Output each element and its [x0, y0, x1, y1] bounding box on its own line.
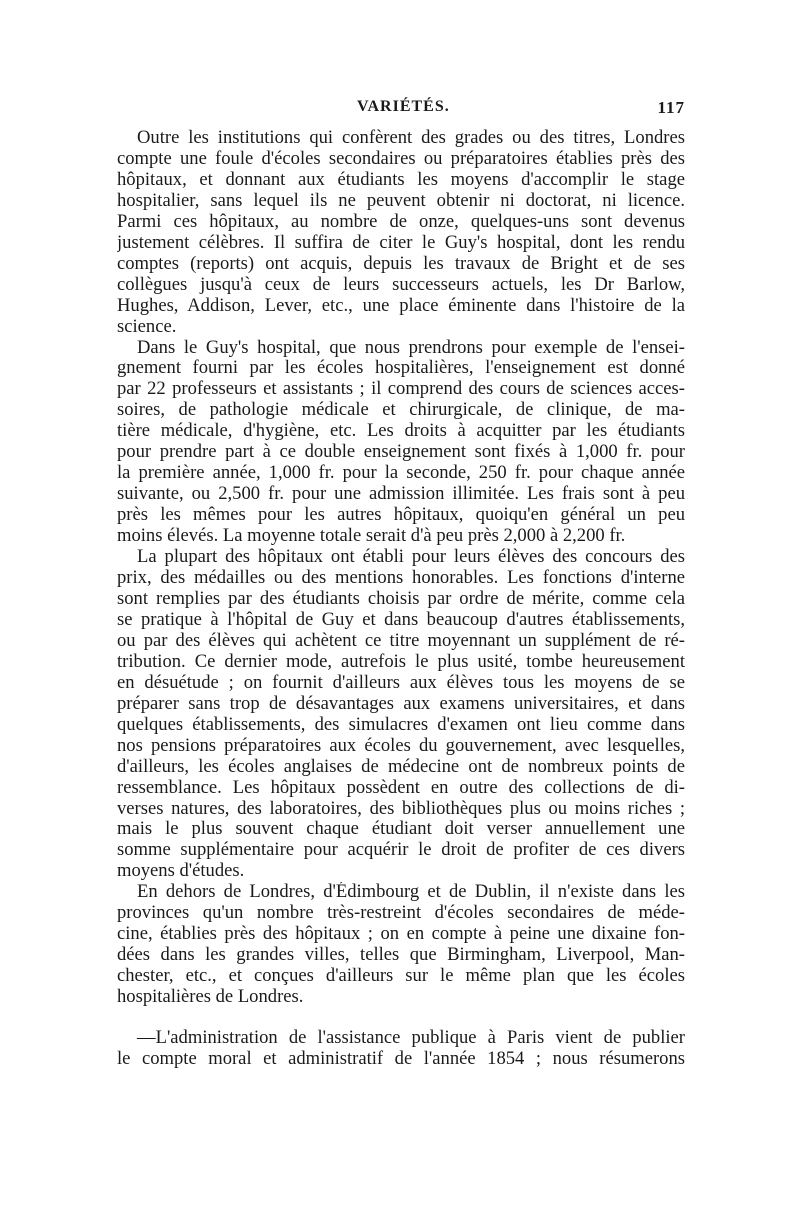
text-line: ressemblance. Les hôpitaux possèdent en outre des collections de di- — [117, 777, 685, 798]
running-header — [117, 98, 685, 122]
text-line: par 22 professeurs et assistants ; il comprend des cours de sciences acces- — [117, 379, 685, 400]
text-line: quelques établissements, des simulacres d'examen ont lieu comme dans — [117, 714, 685, 735]
text-line: justement célèbres. Il suffira de citer le Guy's hospital, dont les rendu — [117, 232, 685, 253]
text-line: pour prendre part à ce double enseignement sont fixés à 1,000 fr. pour — [117, 442, 685, 463]
text-line: soires, de pathologie médicale et chirurgicale, de clinique, de ma- — [117, 400, 685, 421]
text-line: ou par des élèves qui achètent ce titre moyennant un supplément de ré- — [117, 630, 685, 651]
text-line: chester, etc., et conçues d'ailleurs sur le même plan que les écoles — [117, 966, 685, 987]
text-line: Hughes, Addison, Lever, etc., une place éminente dans l'histoire de la — [117, 295, 685, 316]
running-title: VARIÉTÉS. — [357, 98, 450, 115]
text-line: près les mêmes pour les autres hôpitaux, quoiqu'en général un peu — [117, 505, 685, 526]
paragraph-4 — [117, 882, 685, 1008]
text-line: verses natures, des laboratoires, des bibliothèques plus ou moins riches ; — [117, 798, 685, 819]
text-line: Outre les institutions qui confèrent des grades ou des titres, Londres — [137, 128, 685, 148]
text-line: compte une foule d'écoles secondaires ou préparatoires établies près des — [117, 148, 685, 169]
text-line: nos pensions préparatoires aux écoles du gouvernement, avec lesquelles, — [117, 735, 685, 756]
paragraph-3 — [117, 547, 685, 882]
text-line: cine, établies près des hôpitaux ; on en compte à peine une dixaine fon- — [117, 924, 685, 945]
text-line: En dehors de Londres, d'Édimbourg et de Dublin, il n'existe dans les — [137, 882, 685, 903]
text-line: Parmi ces hôpitaux, au nombre de onze, quelques-uns sont devenus — [117, 211, 685, 232]
text-line: hospitalier, sans lequel ils ne peuvent obtenir ni doctorat, ni licence. — [117, 190, 685, 211]
text-line: —L'administration de l'assistance publique à Paris vient de publier — [137, 1028, 685, 1049]
text-line: la première année, 1,000 fr. pour la seconde, 250 fr. pour chaque année — [117, 463, 685, 484]
text-line: sont remplies par des étudiants choisis par ordre de mérite, comme cela — [117, 588, 685, 609]
text-line: tière médicale, d'hygiène, etc. Les droits à acquitter par les étudiants — [117, 421, 685, 442]
text-line: comptes (reports) ont acquis, depuis les travaux de Bright et de ses — [117, 253, 685, 274]
text-line: se pratique à l'hôpital de Guy et dans beaucoup d'autres établissements, — [117, 609, 685, 630]
text-line: La plupart des hôpitaux ont établi pour leurs élèves des concours des — [137, 547, 685, 568]
text-line: moins élevés. La moyenne totale serait d'à peu près 2,000 à 2,200 fr. — [117, 526, 626, 547]
text-line: tribution. Ce dernier mode, autrefois le plus usité, tombe heureusement — [117, 651, 685, 672]
text-line: moyens d'études. — [117, 861, 245, 882]
body-text — [117, 128, 685, 1070]
text-line: hospitalières de Londres. — [117, 987, 304, 1008]
text-line: Dans le Guy's hospital, que nous prendrons pour exemple de l'ensei- — [137, 337, 685, 358]
text-line: d'ailleurs, les écoles anglaises de médecine ont de nombreux points de — [117, 756, 685, 777]
text-line: préparer sans trop de désavantages aux examens universitaires, et dans — [117, 693, 685, 714]
paragraph-1 — [117, 128, 685, 338]
text-line: en désuétude ; on fournit d'ailleurs aux élèves tous les moyens de se — [117, 672, 685, 693]
text-line: provinces qu'un nombre très-restreint d'écoles secondaires de méde- — [117, 903, 685, 924]
page-number: 117 — [657, 98, 685, 117]
text-line: gnement fourni par les écoles hospitalières, l'enseignement est donné — [117, 358, 685, 379]
text-line: somme supplémentaire pour acquérir le droit de profiter de ces divers — [117, 840, 685, 861]
text-line: le compte moral et administratif de l'année 1854 ; nous résumerons — [117, 1048, 685, 1069]
text-line: hôpitaux, et donnant aux étudiants les moyens d'accomplir le stage — [117, 169, 685, 190]
text-line: prix, des médailles ou des mentions honorables. Les fonctions d'interne — [117, 568, 685, 589]
text-line: suivante, ou 2,500 fr. pour une admission illimitée. Les frais sont à peu — [117, 484, 685, 505]
section-gap — [117, 1008, 685, 1028]
text-line: science. — [117, 316, 177, 337]
text-line: mais le plus souvent chaque étudiant doit verser annuellement une — [117, 819, 685, 840]
text-line: dées dans les grandes villes, telles que Birmingham, Liverpool, Man- — [117, 945, 685, 966]
paragraph-5 — [117, 1028, 685, 1070]
paragraph-2 — [117, 338, 685, 548]
text-line: collègues jusqu'à ceux de leurs successeurs actuels, les Dr Barlow, — [117, 274, 685, 295]
